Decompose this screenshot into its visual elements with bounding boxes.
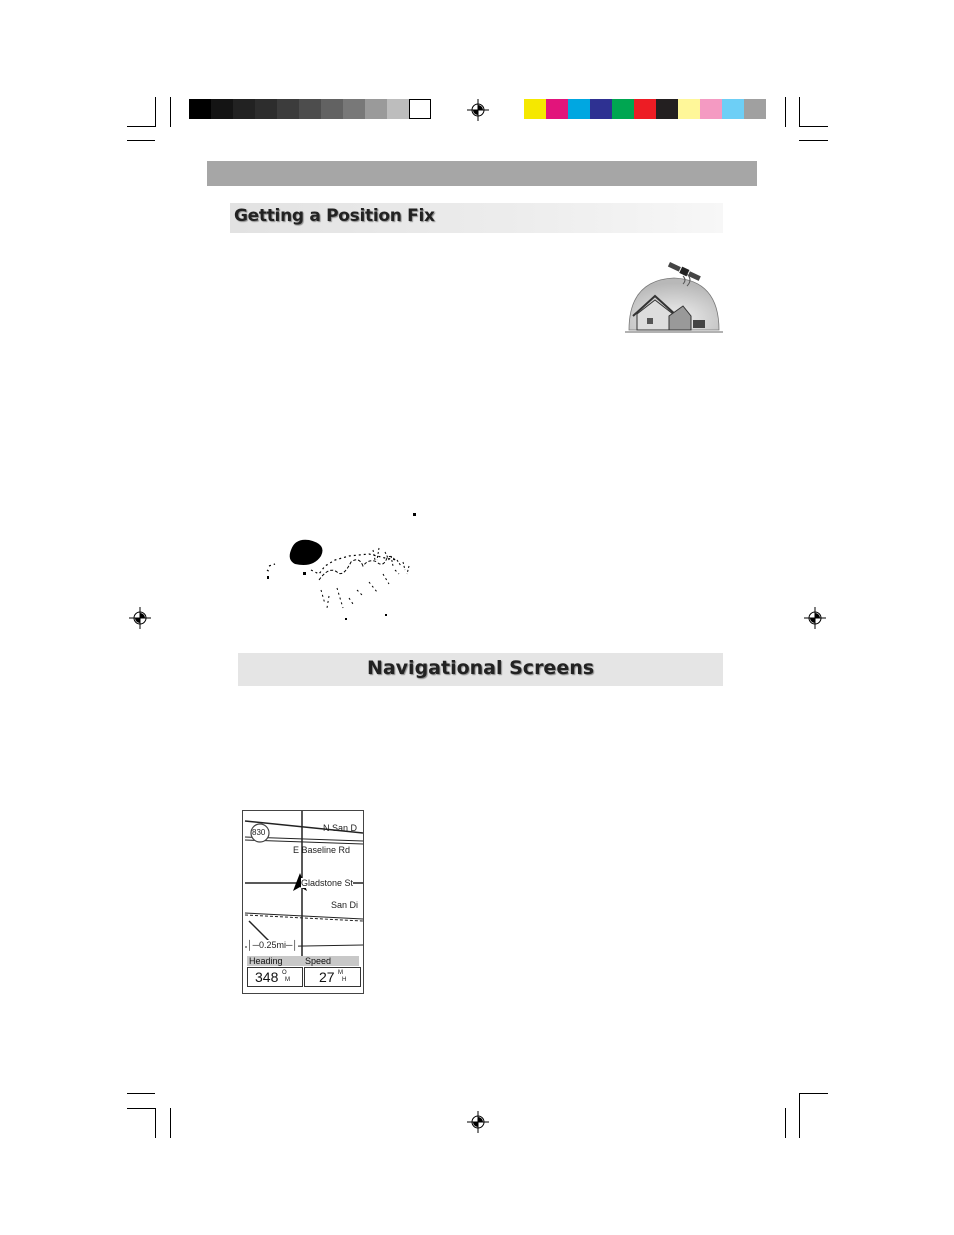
speed-unit-top: M [338,970,343,976]
crop-mark [127,140,155,141]
street-label: N San D [323,823,358,833]
crop-mark [799,1093,828,1094]
scale-value: 0.25mi [259,940,287,950]
registration-mark-icon [467,99,489,121]
heading-unit-top: O [282,970,287,976]
route-badge: 830 [252,828,266,837]
color-swatch [612,99,634,119]
speed-value: 27 [319,969,335,985]
speed-label: Speed [305,956,332,966]
crop-mark [127,1108,155,1109]
color-swatch [656,99,678,119]
section-heading-position-fix [230,203,723,233]
color-swatch [634,99,656,119]
scale-bar-icon: │─ [247,940,260,950]
crop-mark [799,126,828,127]
crop-mark [170,1108,171,1138]
section-title: Navigational Screens [366,657,595,679]
header-bar [207,161,757,186]
crop-mark [785,97,786,127]
color-swatch [524,99,546,119]
gps-map-screen [242,810,364,994]
speed-unit-bottom: H [342,977,347,983]
color-swatch [590,99,612,119]
scale-bar-icon: ─│ [286,940,299,950]
registration-mark-icon [129,607,151,629]
terrain-fragment-icon [265,510,417,622]
crop-mark [155,97,156,127]
map-scale [247,940,298,950]
gray-swatch [277,99,299,119]
heading-unit-bottom: M [285,977,290,983]
street-label: Gladstone St [301,878,354,888]
color-swatch [568,99,590,119]
gray-swatch [233,99,255,119]
gray-swatch [409,99,431,119]
gray-swatch [299,99,321,119]
crop-mark [799,1093,800,1138]
gray-swatch [343,99,365,119]
color-swatch [744,99,766,119]
registration-mark-icon [467,1111,489,1133]
heading-value: 348 [255,969,279,985]
gray-swatch [365,99,387,119]
gray-swatch [211,99,233,119]
crop-mark [799,97,800,127]
data-field-header [247,956,359,966]
section-heading-navigational-screens [238,653,723,686]
section-title: Getting a Position Fix [234,206,435,226]
speed-field [304,967,361,987]
crop-mark [155,1108,156,1138]
gray-swatch [189,99,211,119]
gray-swatch [387,99,409,119]
street-label: San Di [331,900,359,910]
color-swatch [546,99,568,119]
color-swatch [678,99,700,119]
color-swatch [722,99,744,119]
crop-mark [799,140,828,141]
heading-label: Heading [249,956,283,966]
crop-mark [170,97,171,127]
crop-mark [785,1108,786,1138]
crop-mark [127,126,155,127]
gray-swatch [321,99,343,119]
heading-field [247,967,303,987]
crop-mark [127,1093,155,1094]
registration-mark-icon [804,607,826,629]
street-label: E Baseline Rd [293,845,351,855]
satellite-house-icon [625,250,723,342]
color-swatch [700,99,722,119]
gray-swatch [255,99,277,119]
